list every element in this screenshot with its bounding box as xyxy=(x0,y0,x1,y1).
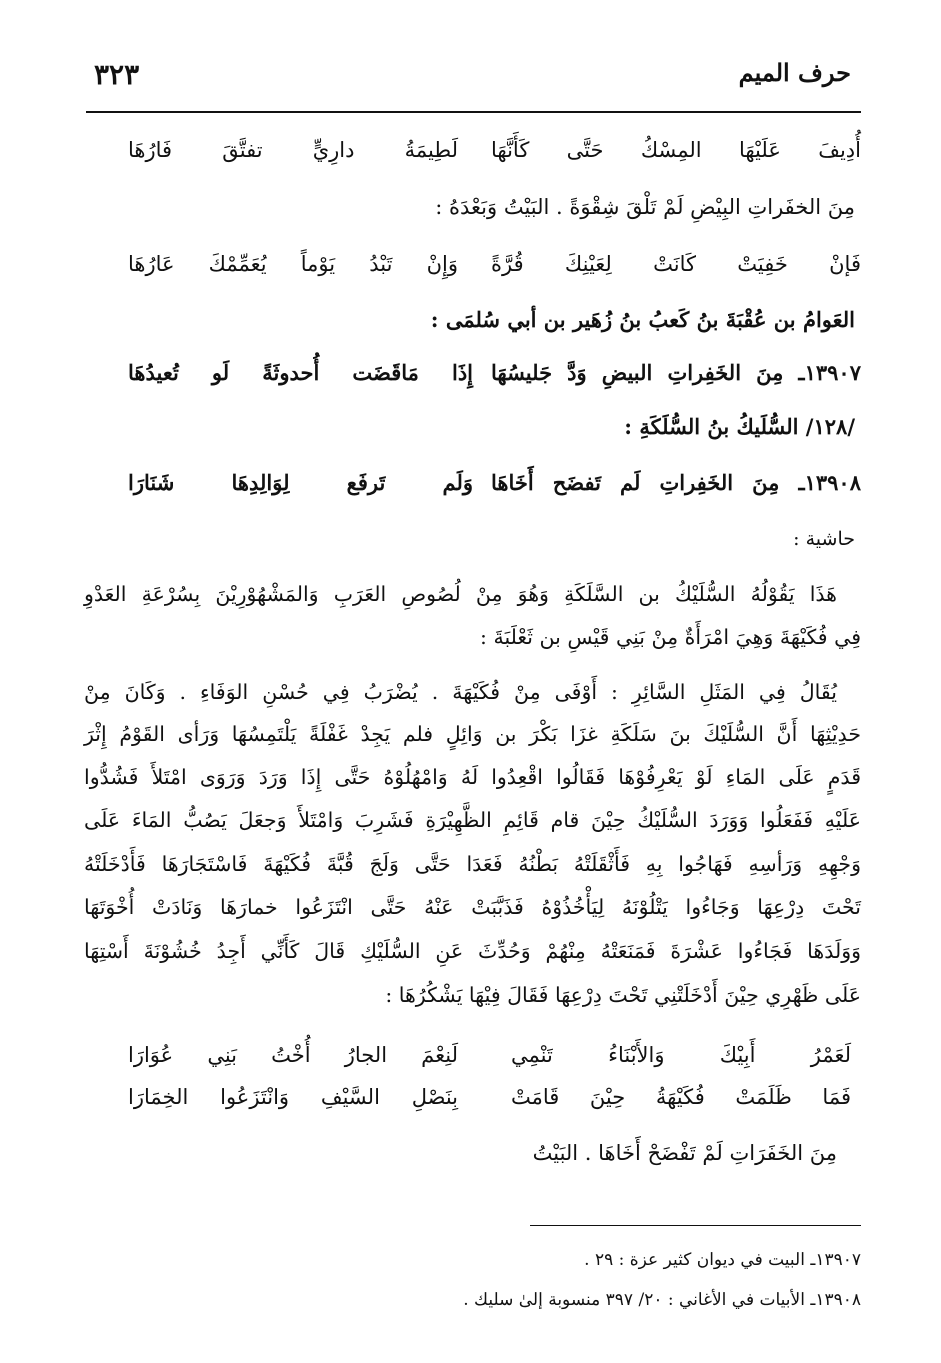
poet-heading: العَوامُ بن عُقْبَةَ بنُ كَعبُ بنُ زُهَير بن أبي سُلمَى : xyxy=(430,307,855,332)
header-rule xyxy=(86,111,861,113)
verse-hemistich-first: فَمَا ظَلَمَتْ فُكَيْهَةُ حِيْنَ قَامَتْ xyxy=(511,1085,851,1109)
paragraph-line: عَلَيْهِ فَفَعَلُوا وَوَرَدَ السُّلَيْكُ حِيْنَ قام قَائِمِ الظَّهِيْرَةِ فَشَرِبَ وَامْتَلأَ وَجعَلَ يَصُبُّ المَاءَ عَلَى xyxy=(84,808,861,832)
paragraph-line: حَدِيْثِهَا أَنَّ السُّلَيْكَ بنَ سَلَكَةِ غزَا بَكْرَ بن وَائِلٍ فلم يَجِدْ غَفْلَةً يَلْتَمِسُهَا وَرَأى القَوْمُ إِثْرَ xyxy=(84,722,861,746)
verse-hemistich-second: لَنِعْمَ الجارُ أُخْتُ بَنِي عُوَارَا xyxy=(128,1043,458,1067)
paragraph-line: فِي فُكَيْهَةَ وَهِيَ امْرَأَةٌ مِنْ بَنِي قَيْسِ بن ثَعْلَبَةَ : xyxy=(480,625,861,649)
paragraph-line: عَلَى ظَهْرِي حِيْنَ أَدْخَلَتْنِي تَحْتَ دِرْعِهَا فَقَالَ فِيْهَا يَشْكُرُهَا : xyxy=(385,983,861,1007)
hashia-label: حاشية : xyxy=(793,528,855,550)
footnote-rule xyxy=(530,1225,861,1226)
verse-hemistich-first: فَإنْ خَفِيَتْ كَانَتْ لِعَيْنِكَ قُرَّةً xyxy=(491,252,861,276)
paragraph-line: وَوَلَدَهَا فَجَاءُوا عَشْرَةَ فَمَنَعَتْهُ مِنْهُمْ وَحُدِّثَ عَنِ السُّلَيْكِ قَالَ كَأَنِّي أَجِدُ خُشُوْنَةَ أَسْتِهَا xyxy=(84,939,861,963)
verse-hemistich-second: بِنَصْلِ السَّيْفِ وَانْتَزَعُوا الخِمَارَا xyxy=(128,1085,458,1109)
paragraph-line: قَدَمٍ عَلَى المَاءِ لَوْ يَعْرِفُوْهَا فَقَالُوا اقْعِدُوا لَهُ وَامْهُلُوْهُ حَتَّى إِذَا وَرَدَ وَرَوَى امْتَلأَ فَشُدُّوا xyxy=(84,765,861,789)
paragraph-line: تَحْتَ دِرْعِهَا وَجَاءُوا يَتْلُوْنَهُ لِيَأْخُذُوْهُ فَذَبَّبَتْ عَنْهُ حَتَّى انْتَزَعُوا خمارَهَا وَنَادَتْ أُخْوَتَهَا xyxy=(84,895,861,919)
paragraph-line: يُقَالُ فِي المَثَلِ السَّائِرِ : أَوْفَى مِنْ فُكَيْهَةَ . يُضْرَبُ فِي حُسْنِ الوَفَاءِ . وَكَانَ مِنْ xyxy=(84,680,837,704)
entry-13908-first: ١٣٩٠٨ـ مِنَ الخَفِراتِ لَم تَفضَح أَخَاهَا xyxy=(491,470,861,495)
paragraph-line: هَذَا يَقُوْلُهُ السُّلَيْكُ بن السَّلَكَةِ وَهُوَ مِنْ لُصُوصِ العَرَبِ وَالمَشْهُوْرِيْنَ بِسُرْعَةِ العَدْوِ xyxy=(84,582,837,606)
footnote: ١٣٩٠٧ـ البيت في ديوان كثير عزة : ٢٩ . xyxy=(584,1250,861,1270)
footnote: ١٣٩٠٨ـ الأبيات في الأغاني : ٢٠/ ٣٩٧ منسوبة إلىٰ سليك . xyxy=(463,1290,861,1310)
running-header-title: حرف الميم xyxy=(738,58,851,87)
text-line: مِنَ الخفَراتِ البِيْضِ لَمْ تَلْقَ شِقْوَةً . البَيْتُ وَبَعْدَهُ : xyxy=(435,195,855,219)
verse-hemistich-first: أُدِيفَ عَلَيْهَا المِسْكُ حَتَّى كَأَنَّهَا xyxy=(491,138,861,162)
text-line: مِنَ الخَفَرَاتِ لَمْ تَفْضَحْ أَخَاهَا . البَيْتُ xyxy=(532,1141,837,1165)
verse-hemistich-second: لَطِيمَةُ دارِيٍّ تفتَّقَ فَارُهَا xyxy=(128,138,458,162)
page-number: ٣٢٣ xyxy=(94,58,140,91)
entry-13907-first: ١٣٩٠٧ـ مِنَ الخَفِراتِ البيضِ وَدَّ جَليسُهَا xyxy=(491,360,861,385)
verse-hemistich-first: لَعَمْرُ أَبِيْكَ وَالأَبْنَاءُ تَنْمِي xyxy=(511,1043,851,1067)
entry-13908-second: وَلَم تَرفَع لِوَالِدِهَا شَنَارَا xyxy=(128,470,473,495)
verse-hemistich-second: وَإِنْ تَبْدُ يَوْماً يُعَمِّمْكَ عَارُهَا xyxy=(128,252,458,276)
poet-heading: /١٢٨/ السُّلَيكُ بنُ السُّلَكَةِ : xyxy=(624,414,855,439)
paragraph-line: وَجْهِهِ وَرَأسِهِ فَهَاجُوا بِهِ فَأَثْقَلَتْهُ بَطْنُهُ فَعَدَا حَتَّى وَلَجَ قُبَّةَ فُكَيْهَةَ فَاسْتَجَارَهَا فَأَدْخَلَتْهُ xyxy=(84,852,861,876)
entry-13907-second: إِذَا مَاقَضَت أُحدوثَةً لَو تُعيدُهَا xyxy=(128,360,473,385)
